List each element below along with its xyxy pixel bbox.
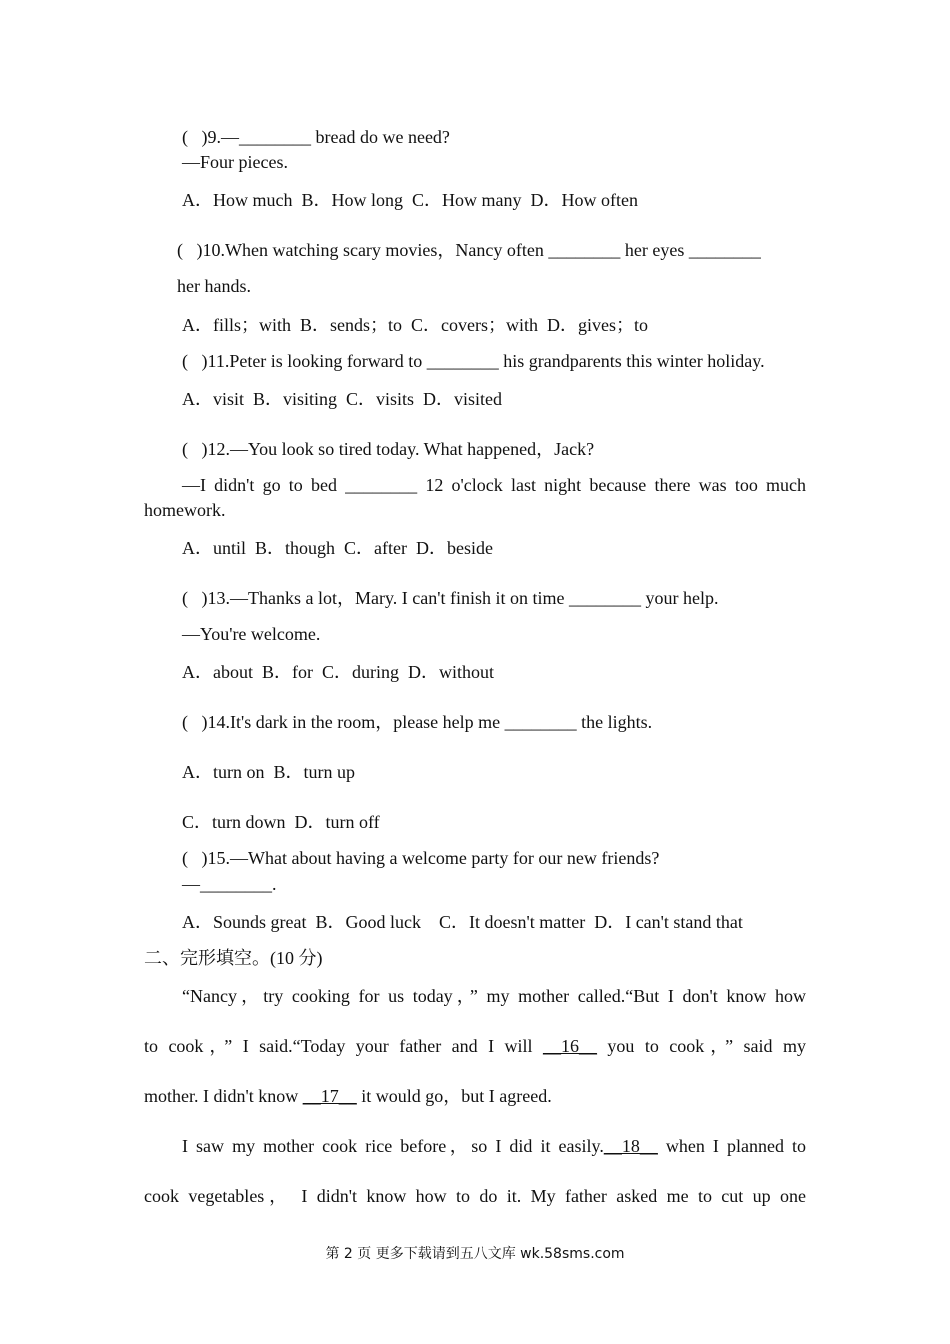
passage-p1-line3	[144, 1085, 552, 1107]
passage-text: it would go，but I agreed.	[356, 1086, 552, 1106]
q13-stem: ( )13.—Thanks a lot，Mary. I can't finish it on time ________ your help.	[182, 588, 719, 608]
q9-reply: —Four pieces.	[182, 152, 288, 172]
q12-stem: ( )12.—You look so tired today. What happened，Jack?	[182, 439, 595, 459]
q14-stem: ( )14.It's dark in the room，please help me ________ the lights.	[182, 712, 653, 732]
passage-p2-line2: cook vegetables， I didn't know how to do it. My father asked me to cut up one	[144, 1186, 806, 1206]
blank-17: __17__	[302, 1086, 357, 1106]
q14-options-line1: A．turn on B．turn up	[182, 762, 355, 782]
passage-text: you to cook，” said my	[596, 1036, 806, 1056]
q9-stem: ( )9.—________ bread do we need?	[182, 127, 450, 147]
section-heading: 二、完形填空。(10 分)	[144, 948, 323, 968]
q12-reply-line2: homework.	[144, 500, 226, 520]
passage-text: mother. I didn't know	[144, 1086, 303, 1106]
passage-text: I saw my mother cook rice before，so I did it easily.	[182, 1136, 604, 1156]
passage-p1-line2	[144, 1035, 806, 1057]
blank-18: __18__	[603, 1136, 658, 1156]
q9-options: A．How much B．How long C．How many D．How often	[182, 190, 638, 210]
q15-stem: ( )15.—What about having a welcome party for our new friends?	[182, 848, 660, 868]
passage-p2-line1	[182, 1135, 806, 1157]
q11-options: A．visit B．visiting C．visits D．visited	[182, 389, 503, 409]
q12-options: A．until B．though C．after D．beside	[182, 538, 493, 558]
q13-reply: —You're welcome.	[182, 624, 321, 644]
q15-reply: —________.	[182, 874, 277, 894]
q11-stem: ( )11.Peter is looking forward to ________ his grandparents this winter holiday.	[182, 351, 765, 371]
q15-options: A．Sounds great B．Good luck C．It doesn't matter D．I can't stand that	[182, 912, 743, 932]
q14-options-line2: C．turn down D．turn off	[182, 812, 380, 832]
passage-p1-line1: “Nancy，try cooking for us today，” my mother called.“But I don't know how	[182, 986, 806, 1006]
blank-16: __16__	[542, 1036, 597, 1056]
q10-stem-line1: ( )10.When watching scary movies，Nancy often ________ her eyes ________	[177, 240, 761, 260]
passage-text: to cook，” I said.“Today your father and I will	[144, 1036, 543, 1056]
passage-text: when I planned to	[657, 1136, 806, 1156]
q13-options: A．about B．for C．during D．without	[182, 662, 494, 682]
q10-stem-line2: her hands.	[177, 276, 251, 296]
page-footer: 第 2 页 更多下载请到五八文库 wk.58sms.com	[325, 1246, 625, 1262]
q10-options: A．fills；with B．sends；to C．covers；with D．gives；to	[182, 315, 648, 335]
q12-reply-line1: —I didn't go to bed ________ 12 o'clock last night because there was too much	[182, 475, 806, 495]
